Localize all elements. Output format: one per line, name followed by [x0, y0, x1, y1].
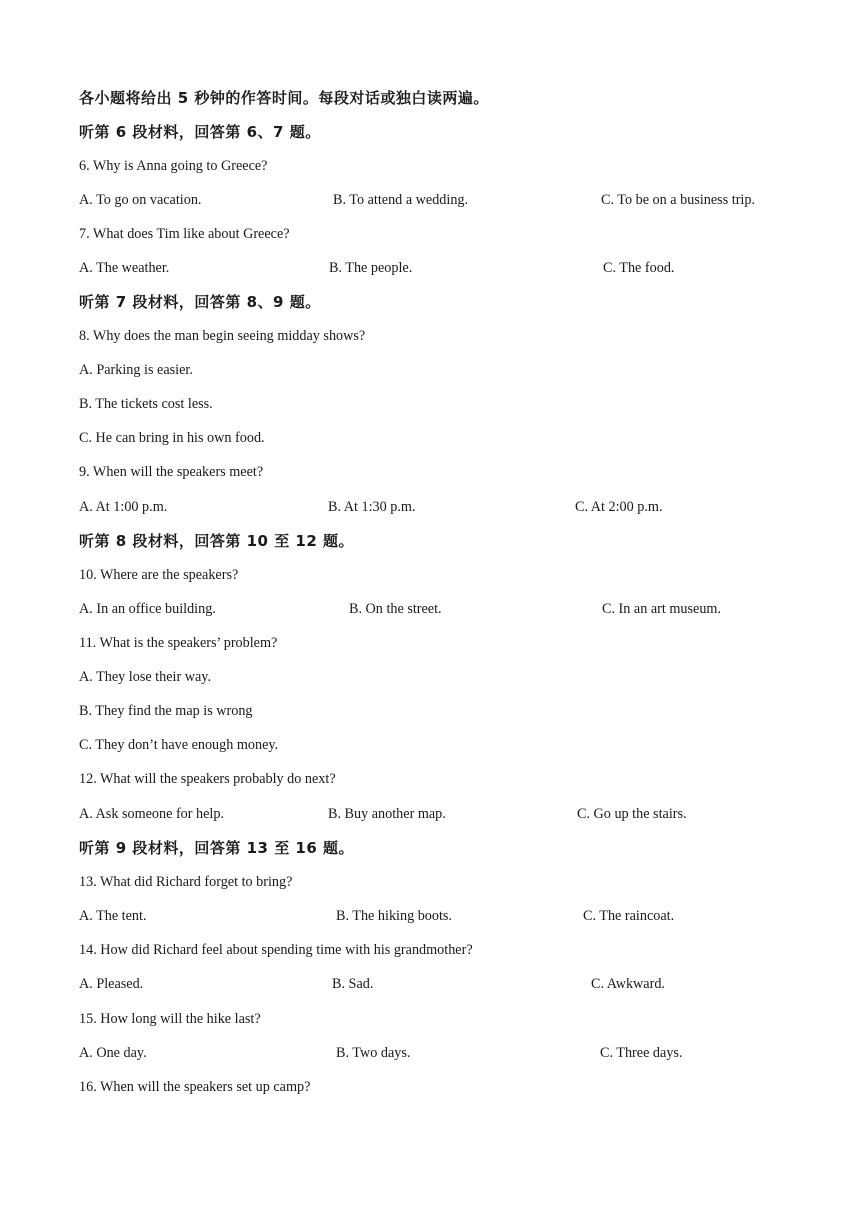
section-heading: 听第 9 段材料，回答第 13 至 16 题。: [79, 839, 355, 857]
section-heading: 听第 6 段材料，回答第 6、7 题。: [79, 123, 321, 141]
option-b: B. They find the map is wrong: [79, 703, 253, 719]
option-c: C. He can bring in his own food.: [79, 430, 265, 446]
option-c: C. At 2:00 p.m.: [575, 499, 663, 515]
option-a: A. One day.: [79, 1045, 147, 1061]
question-stem: 7. What does Tim like about Greece?: [79, 226, 290, 242]
question-stem: 6. Why is Anna going to Greece?: [79, 158, 268, 174]
question-stem: 11. What is the speakers’ problem?: [79, 635, 278, 651]
option-b: B. Two days.: [336, 1045, 411, 1061]
option-c: C. Three days.: [600, 1045, 683, 1061]
question-stem: 12. What will the speakers probably do next?: [79, 771, 336, 787]
option-b: B. The people.: [329, 260, 413, 276]
option-a: A. At 1:00 p.m.: [79, 499, 168, 515]
option-a: A. The weather.: [79, 260, 170, 276]
question-stem: 9. When will the speakers meet?: [79, 464, 264, 480]
option-c: C. In an art museum.: [602, 601, 721, 617]
option-a: A. To go on vacation.: [79, 192, 202, 208]
option-b: B. Buy another map.: [328, 806, 446, 822]
option-c: C. The raincoat.: [583, 908, 675, 924]
option-a: A. They lose their way.: [79, 669, 211, 685]
question-stem: 16. When will the speakers set up camp?: [79, 1079, 311, 1095]
option-b: B. On the street.: [349, 601, 442, 617]
option-c: C. Go up the stairs.: [577, 806, 687, 822]
option-a: A. Parking is easier.: [79, 362, 193, 378]
question-stem: 15. How long will the hike last?: [79, 1011, 261, 1027]
option-a: A. In an office building.: [79, 601, 216, 617]
question-stem: 8. Why does the man begin seeing midday shows?: [79, 328, 366, 344]
option-c: C. Awkward.: [591, 976, 665, 992]
option-a: A. Ask someone for help.: [79, 806, 225, 822]
section-heading: 听第 8 段材料，回答第 10 至 12 题。: [79, 532, 355, 550]
option-c: C. The food.: [603, 260, 675, 276]
option-b: B. The tickets cost less.: [79, 396, 213, 412]
option-a: A. The tent.: [79, 908, 147, 924]
option-a: A. Pleased.: [79, 976, 144, 992]
question-stem: 10. Where are the speakers?: [79, 567, 239, 583]
option-c: C. They don’t have enough money.: [79, 737, 279, 753]
option-b: B. To attend a wedding.: [333, 192, 469, 208]
question-stem: 13. What did Richard forget to bring?: [79, 874, 293, 890]
option-c: C. To be on a business trip.: [601, 192, 756, 208]
option-b: B. Sad.: [332, 976, 374, 992]
option-b: B. The hiking boots.: [336, 908, 453, 924]
option-b: B. At 1:30 p.m.: [328, 499, 416, 515]
section-heading: 听第 7 段材料，回答第 8、9 题。: [79, 293, 321, 311]
question-stem: 14. How did Richard feel about spending time with his grandmother?: [79, 942, 473, 958]
intro-text: 各小题将给出 5 秒钟的作答时间。每段对话或独白读两遍。: [79, 89, 489, 107]
